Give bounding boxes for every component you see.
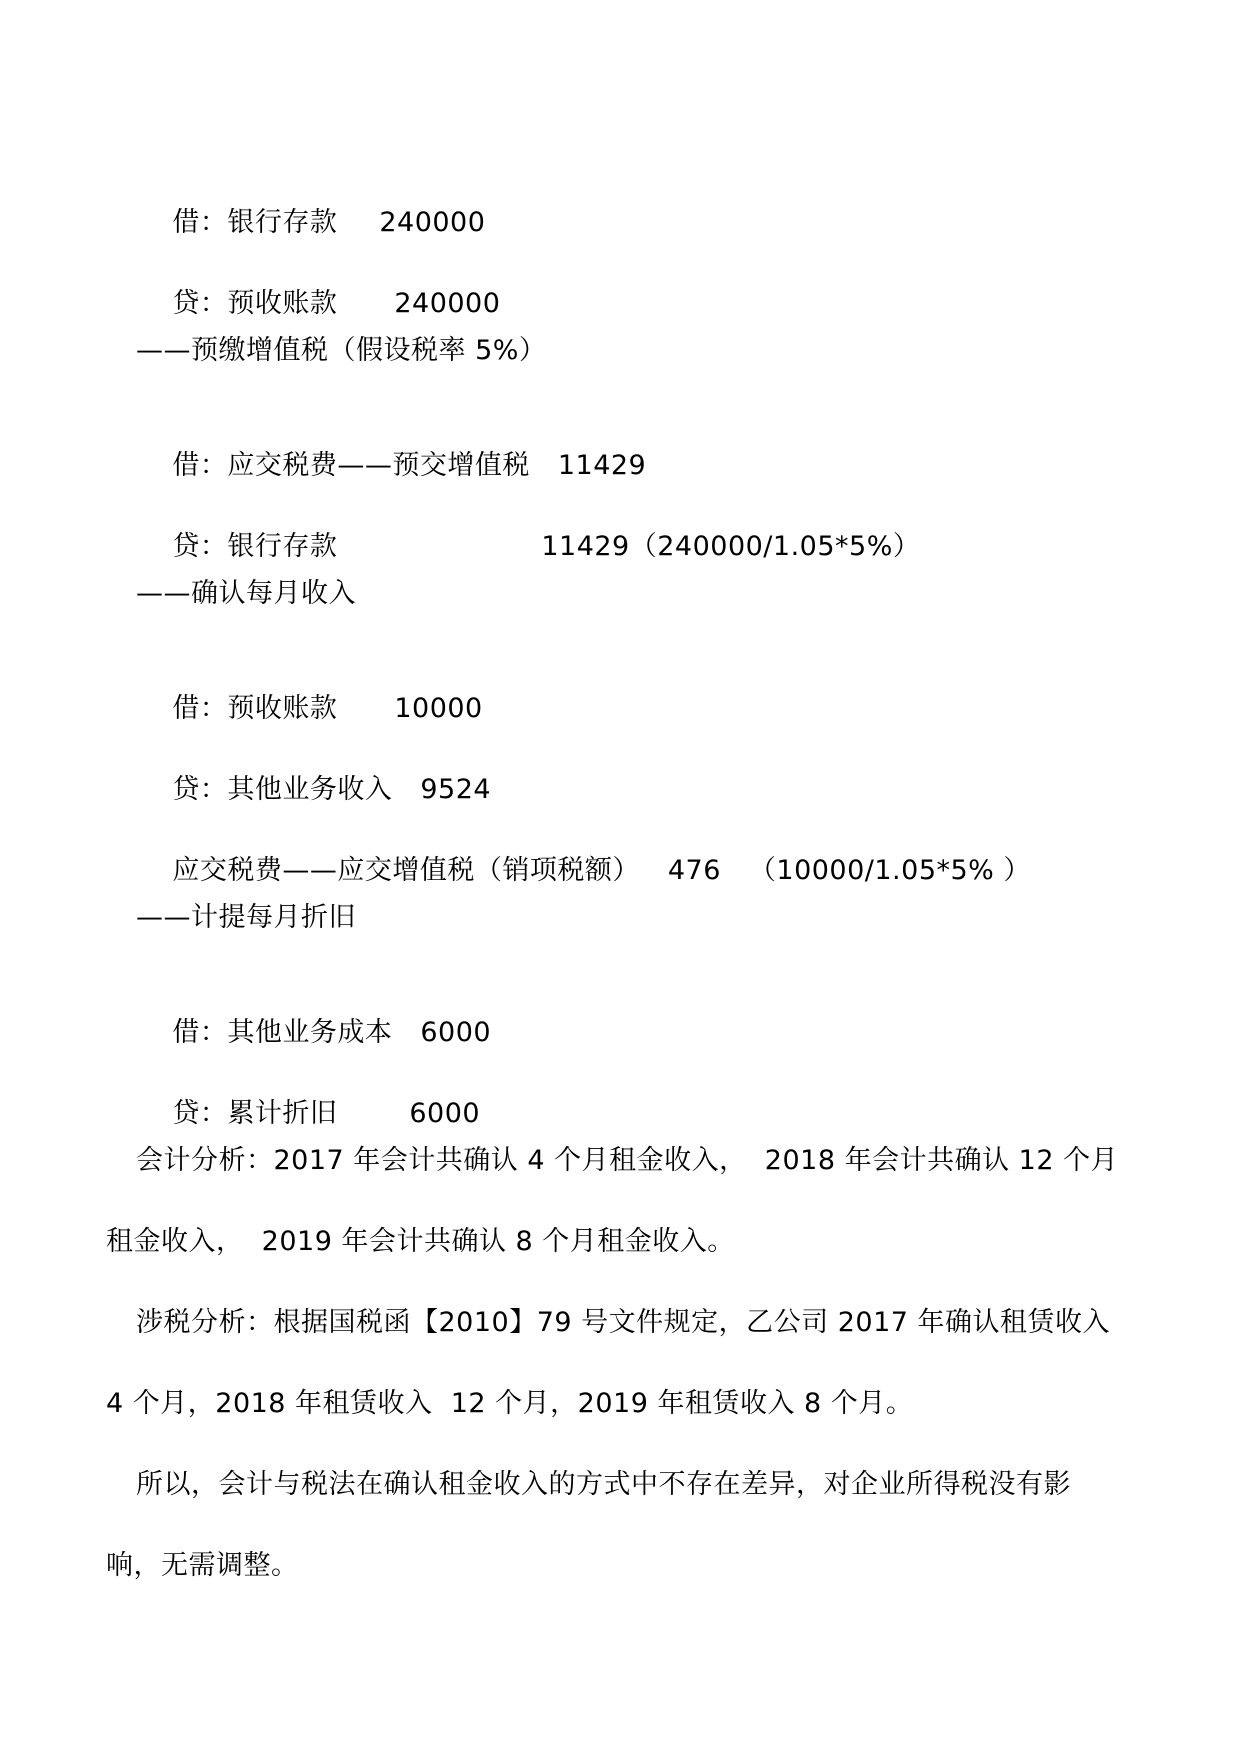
entry-amount: 11429 — [557, 450, 647, 481]
entry-account: 应交税费——应交增值税（销项税额） — [172, 855, 640, 886]
entry-amount: 6000 — [420, 1017, 492, 1048]
paragraph-accounting-analysis-cont: 租金收入， 2019 年会计共确认 8 个月租金收入。 — [106, 1226, 735, 1257]
entry-amount: 240000 — [379, 207, 486, 238]
paragraph-tax-analysis-cont: 4 个月，2018 年租赁收入 12 个月，2019 年租赁收入 8 个月。 — [106, 1388, 914, 1419]
section-heading: ——确认每月收入 — [136, 578, 356, 609]
entry-prefix: 贷： — [172, 774, 228, 805]
entry-amount: 11429（240000/1.05*5%） — [541, 531, 921, 562]
entry-note: （10000/1.05*5% ） — [748, 855, 1031, 886]
entry-account: 其他业务成本 — [227, 1017, 393, 1048]
entry-amount: 476 — [667, 855, 721, 886]
entry-prefix: 贷： — [172, 288, 228, 319]
entry-amount: 6000 — [409, 1098, 481, 1129]
entry-account: 银行存款 — [227, 207, 338, 238]
paragraph-conclusion-cont: 响，无需调整。 — [106, 1550, 299, 1581]
paragraph-accounting-analysis: 会计分析：2017 年会计共确认 4 个月租金收入， 2018 年会计共确认 12 个月 — [136, 1145, 1119, 1176]
entry-amount: 240000 — [394, 288, 501, 319]
paragraph-conclusion: 所以，会计与税法在确认租金收入的方式中不存在差异，对企业所得税没有影 — [136, 1469, 1071, 1500]
section-heading: ——计提每月折旧 — [136, 902, 356, 933]
entry-account: 预收账款 — [227, 288, 338, 319]
entry-account: 预收账款 — [227, 693, 338, 724]
entry-prefix: 借： — [172, 693, 228, 724]
entry-prefix: 贷： — [172, 531, 228, 562]
entry-prefix: 贷： — [172, 1098, 228, 1129]
entry-prefix: 借： — [172, 1017, 228, 1048]
entry-amount: 10000 — [394, 693, 483, 724]
entry-account: 应交税费——预交增值税 — [227, 450, 530, 481]
entry-account: 其他业务收入 — [227, 774, 393, 805]
entry-account: 银行存款 — [227, 531, 338, 562]
section-heading: ——预缴增值税（假设税率 5%） — [136, 335, 547, 366]
entry-account: 累计折旧 — [227, 1098, 338, 1129]
paragraph-tax-analysis: 涉税分析：根据国税函【2010】79 号文件规定，乙公司 2017 年确认租赁收入 — [136, 1307, 1111, 1338]
entry-prefix: 借： — [172, 207, 228, 238]
entry-prefix: 借： — [172, 450, 228, 481]
entry-amount: 9524 — [420, 774, 492, 805]
